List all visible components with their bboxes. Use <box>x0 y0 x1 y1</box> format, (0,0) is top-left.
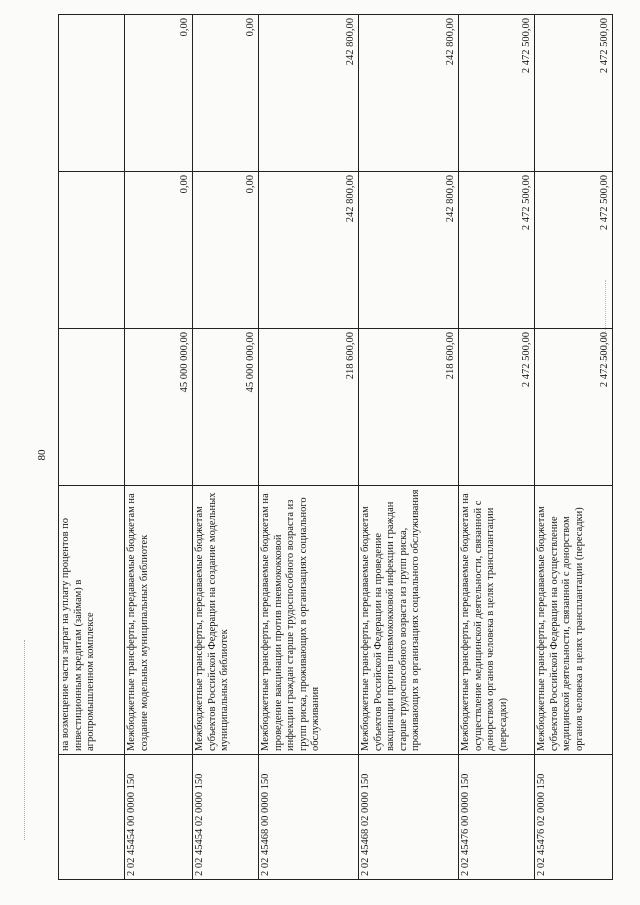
description-cell: Межбюджетные трансферты, передаваемые бюджетам субъектов Российской Федерации на осуществление медицинской деятельности, связанной с донорством органов человека в целях трансплантации (пересадки) <box>535 486 613 755</box>
amendment-amount-cell: 242 800,00 <box>259 172 359 329</box>
description-cell: Межбюджетные трансферты, передаваемые бюджетам субъектов Российской Федерации на проведение вакцинации против пневмококковой инфекции граждан старше трудоспособного возраста из групп риска, проживающих в организациях социального обслуживания <box>359 486 459 755</box>
table-row <box>125 15 193 880</box>
plan-amount-cell <box>59 329 125 486</box>
budget-code-cell: 2 02 45476 00 0000 150 <box>459 755 535 880</box>
budget-code-cell: 2 02 45454 00 0000 150 <box>125 755 193 880</box>
amendment-amount-cell: 242 800,00 <box>359 172 459 329</box>
budget-code-cell: 2 02 45476 02 0000 150 <box>535 755 613 880</box>
description-cell: на возмещение части затрат на уплату процентов по инвестиционным кредитам (займам) в агропромышленном комплексе <box>59 486 125 755</box>
table-row <box>535 15 613 880</box>
description-cell: Межбюджетные трансферты, передаваемые бюджетам субъектов Российской Федерации на создание модельных муниципальных библиотек <box>193 486 259 755</box>
plan-amount-cell: 45 000 000,00 <box>193 329 259 486</box>
plan-amount-cell: 2 472 500,00 <box>459 329 535 486</box>
total-amount-cell: 242 800,00 <box>259 15 359 172</box>
total-amount-cell: 0,00 <box>125 15 193 172</box>
total-amount-cell: 2 472 500,00 <box>535 15 613 172</box>
description-cell: Межбюджетные трансферты, передаваемые бюджетам на создание модельных муниципальных библиотек <box>125 486 193 755</box>
budget-table <box>58 14 613 880</box>
table-row <box>359 15 459 880</box>
table-row <box>59 15 125 880</box>
table-row <box>259 15 359 880</box>
total-amount-cell: 2 472 500,00 <box>459 15 535 172</box>
plan-amount-cell: 218 600,00 <box>259 329 359 486</box>
plan-amount-cell: 218 600,00 <box>359 329 459 486</box>
total-amount-cell <box>59 15 125 172</box>
budget-code-cell <box>59 755 125 880</box>
description-cell: Межбюджетные трансферты, передаваемые бюджетам на проведение вакцинации против пневмококковой инфекции граждан старше трудоспособного возраста из групп риска, проживающих в организациях социального обслуживания <box>259 486 359 755</box>
amendment-amount-cell: 0,00 <box>193 172 259 329</box>
plan-amount-cell: 45 000 000,00 <box>125 329 193 486</box>
amendment-amount-cell <box>59 172 125 329</box>
budget-code-cell: 2 02 45468 02 0000 150 <box>359 755 459 880</box>
table-row <box>459 15 535 880</box>
table-row <box>193 15 259 880</box>
description-cell: Межбюджетные трансферты, передаваемые бюджетам на осуществление медицинской деятельности, связанной с донорством органов человека в целях трансплантации (пересадки) <box>459 486 535 755</box>
plan-amount-cell: 2 472 500,00 <box>535 329 613 486</box>
page-number: 80 <box>36 449 48 461</box>
total-amount-cell: 0,00 <box>193 15 259 172</box>
total-amount-cell: 242 800,00 <box>359 15 459 172</box>
amendment-amount-cell: 0,00 <box>125 172 193 329</box>
budget-code-cell: 2 02 45468 00 0000 150 <box>259 755 359 880</box>
amendment-amount-cell: 2 472 500,00 <box>535 172 613 329</box>
rotated-table-container <box>36 18 610 880</box>
amendment-amount-cell: 2 472 500,00 <box>459 172 535 329</box>
budget-code-cell: 2 02 45454 02 0000 150 <box>193 755 259 880</box>
